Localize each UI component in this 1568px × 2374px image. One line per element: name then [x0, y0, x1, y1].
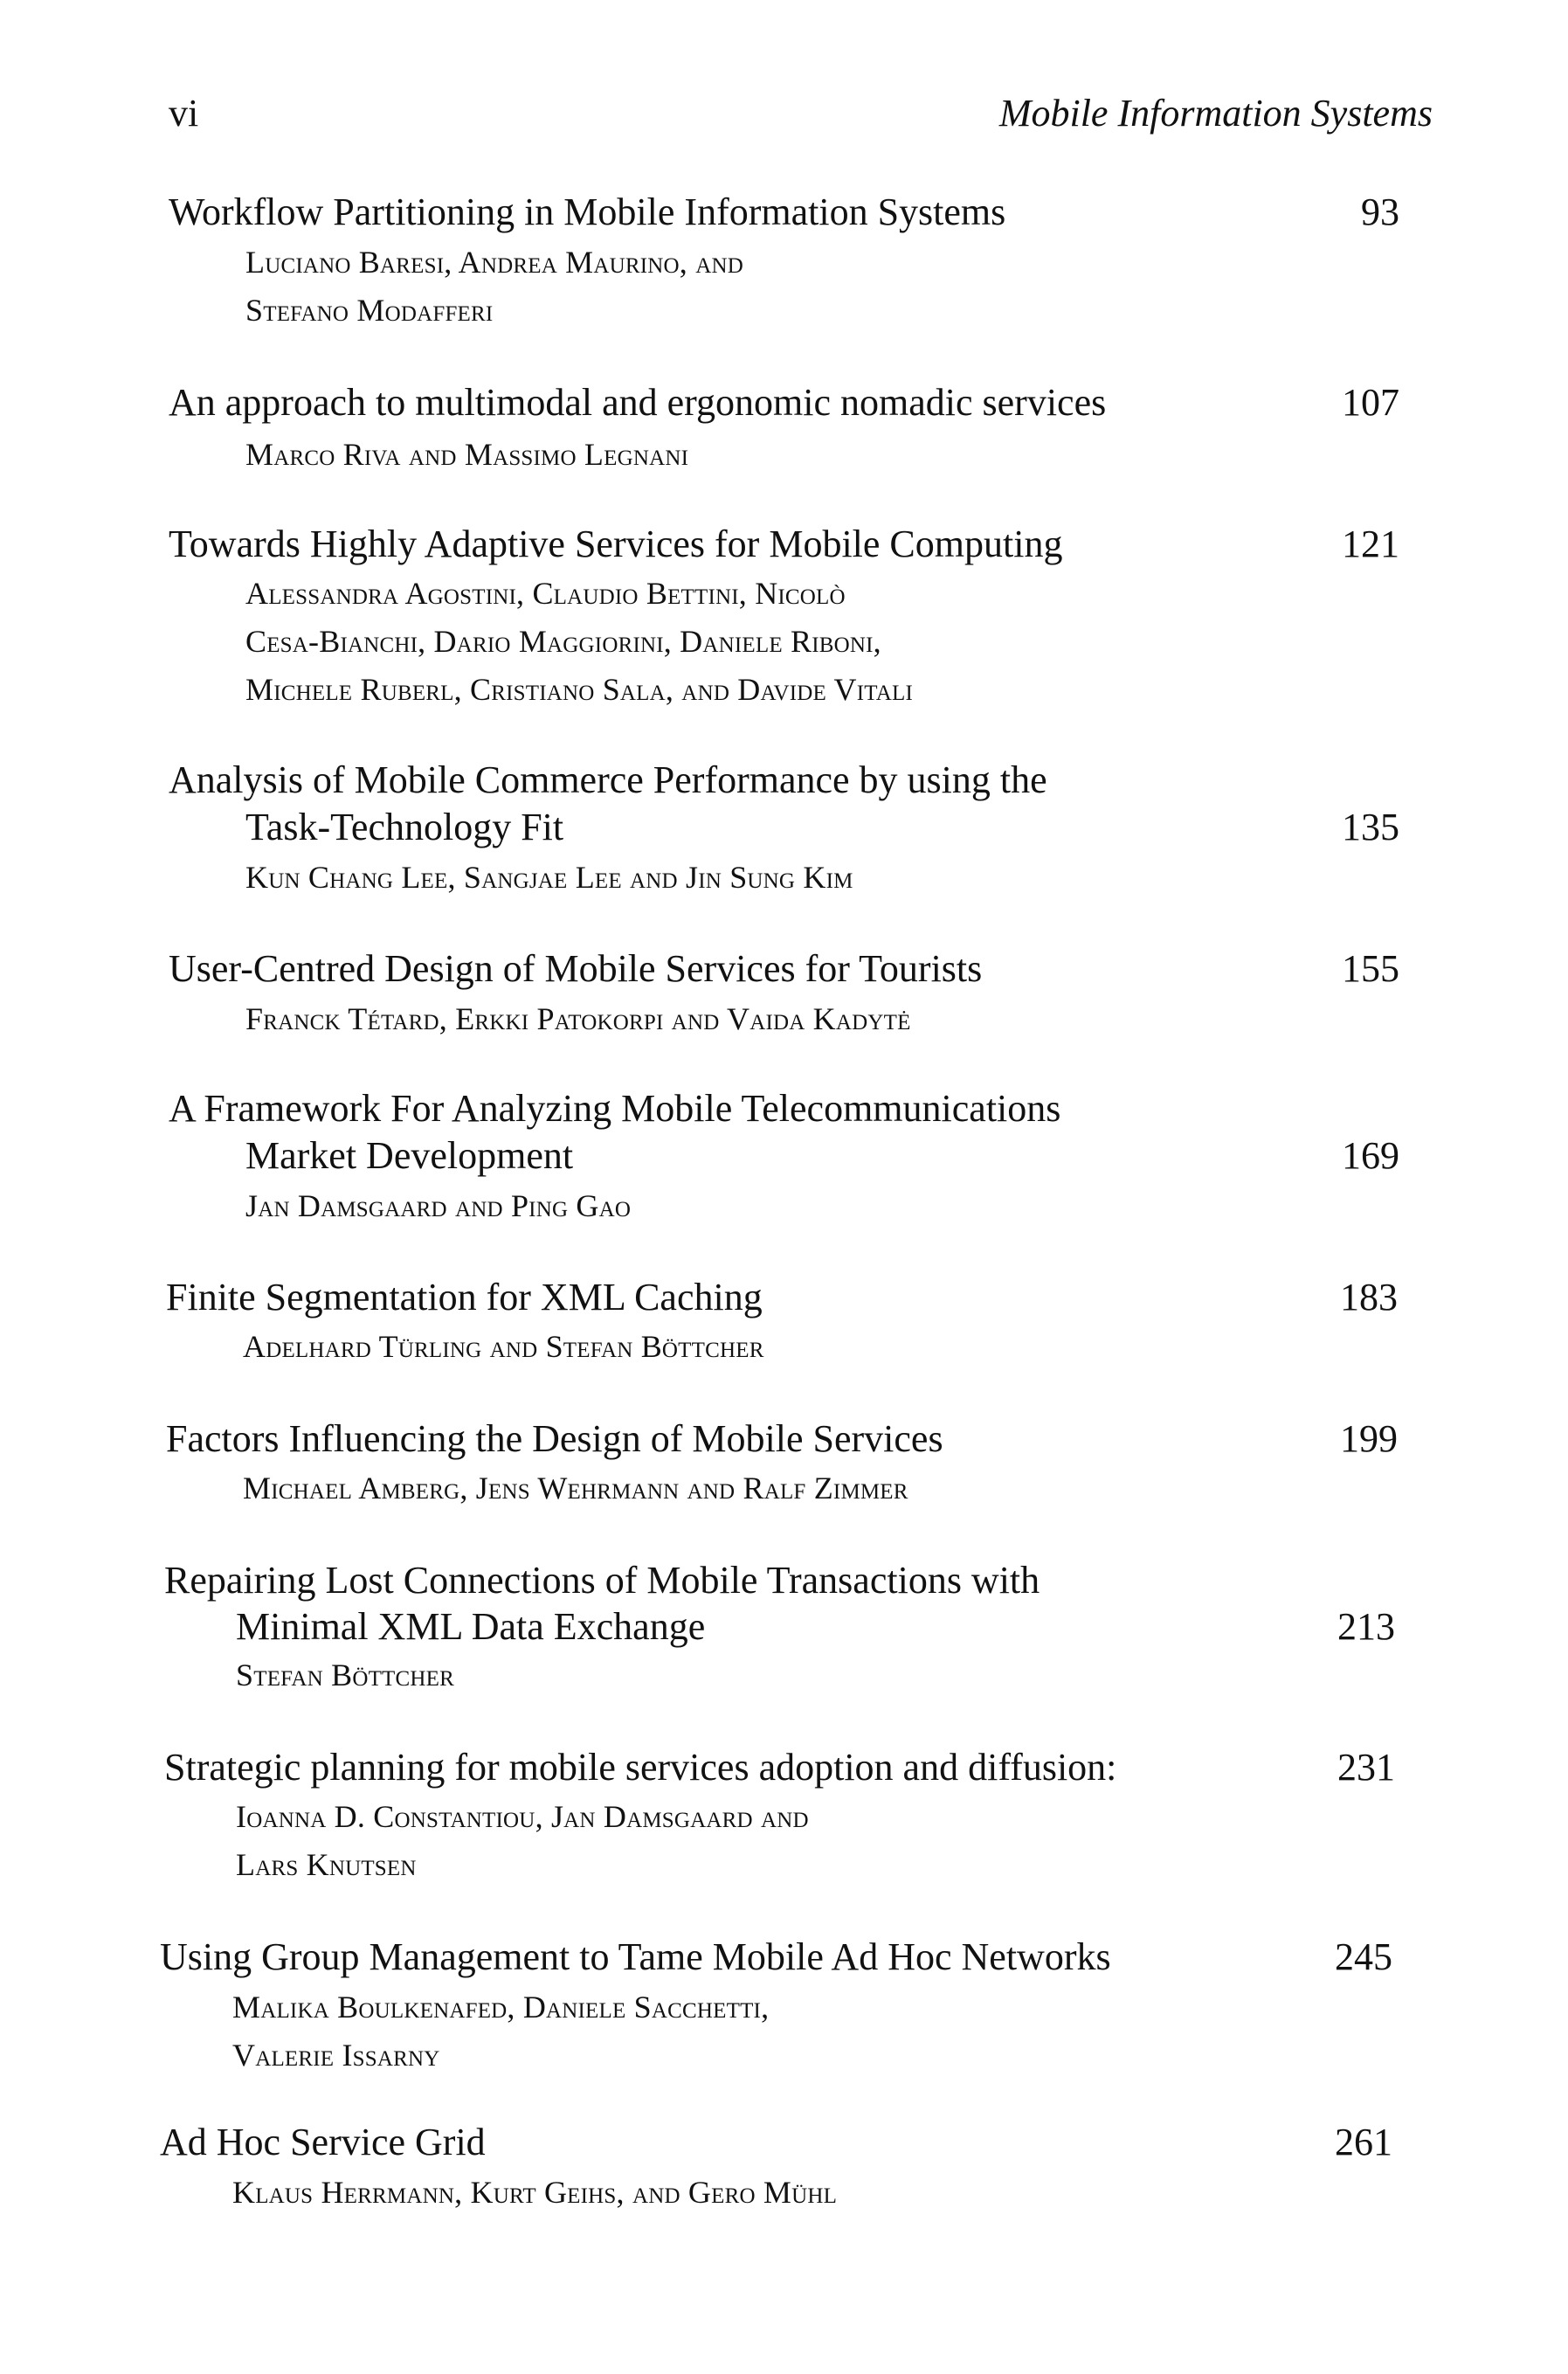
entry-page: 135	[1342, 806, 1399, 848]
entry-authors	[245, 995, 911, 1043]
entry-title-continuation: Minimal XML Data Exchange	[236, 1605, 706, 1648]
entry-page: 121	[1342, 523, 1399, 565]
entry-title: User-Centred Design of Mobile Services for Tourists	[169, 947, 983, 990]
entry-page: 107	[1342, 381, 1399, 424]
entry-authors	[243, 1323, 764, 1371]
entry-title: Finite Segmentation for XML Caching	[166, 1276, 763, 1319]
running-head: Mobile Information Systems	[998, 92, 1433, 135]
author-line: Stefano Modafferi	[245, 293, 494, 328]
entry-authors	[236, 1651, 454, 1699]
entry-page: 183	[1340, 1276, 1398, 1319]
entry-page: 199	[1340, 1417, 1398, 1460]
author-line: Cesa-Bianchi, Dario Maggiorini, Daniele Riboni,	[245, 624, 881, 659]
author-line: Franck Tétard, Erkki Patokorpi and Vaida Kadytė	[245, 1001, 911, 1036]
entry-authors	[245, 854, 853, 902]
author-line: Valerie Issarny	[232, 2038, 440, 2073]
entry-page: 231	[1337, 1746, 1395, 1789]
entry-page: 93	[1361, 190, 1399, 233]
author-line: Ioanna D. Constantiou, Jan Damsgaard and	[236, 1799, 809, 1834]
author-line: Jan Damsgaard and Ping Gao	[245, 1188, 632, 1223]
entry-authors	[232, 1983, 769, 2080]
entry-page: 261	[1335, 2121, 1392, 2163]
entry-authors	[243, 1464, 908, 1512]
entry-page: 169	[1342, 1134, 1399, 1177]
author-line: Marco Riva and Massimo Legnani	[245, 437, 689, 472]
entry-page: 245	[1335, 1935, 1392, 1978]
author-line: Luciano Baresi, Andrea Maurino, and	[245, 245, 743, 280]
author-line: Alessandra Agostini, Claudio Bettini, Nicolò	[245, 576, 846, 611]
author-line: Malika Boulkenafed, Daniele Sacchetti,	[232, 1990, 770, 2024]
author-line: Lars Knutsen	[236, 1847, 417, 1882]
entry-authors	[245, 1182, 631, 1230]
entry-title: Using Group Management to Tame Mobile Ad Hoc Networks	[160, 1935, 1111, 1978]
entry-title: Factors Influencing the Design of Mobile Services	[166, 1417, 943, 1460]
entry-title: A Framework For Analyzing Mobile Telecommunications	[169, 1087, 1061, 1130]
entry-authors	[236, 1793, 809, 1889]
entry-title: Ad Hoc Service Grid	[160, 2121, 486, 2163]
entry-authors	[245, 431, 688, 479]
author-line: Stefan Böttcher	[236, 1658, 455, 1692]
entry-title-continuation: Market Development	[245, 1134, 574, 1177]
entry-title: Analysis of Mobile Commerce Performance by using the	[169, 758, 1047, 801]
entry-authors	[245, 239, 743, 335]
entry-title-continuation: Task-Technology Fit	[245, 806, 564, 848]
author-line: Michael Amberg, Jens Wehrmann and Ralf Zimmer	[243, 1471, 908, 1505]
author-line: Michele Ruberl, Cristiano Sala, and Davide Vitali	[245, 672, 913, 707]
author-line: Klaus Herrmann, Kurt Geihs, and Gero Mühl	[232, 2175, 838, 2210]
entry-title: An approach to multimodal and ergonomic nomadic services	[169, 381, 1107, 424]
entry-page: 213	[1337, 1605, 1395, 1648]
author-line: Kun Chang Lee, Sangjae Lee and Jin Sung Kim	[245, 860, 853, 895]
page-number: vi	[169, 92, 199, 135]
entry-page: 155	[1342, 947, 1399, 990]
entry-title: Repairing Lost Connections of Mobile Transactions with	[164, 1559, 1040, 1602]
entry-title: Workflow Partitioning in Mobile Information Systems	[169, 190, 1006, 233]
author-line: Adelhard Türling and Stefan Böttcher	[243, 1329, 764, 1364]
entry-title: Strategic planning for mobile services adoption and diffusion:	[164, 1746, 1117, 1789]
entry-title: Towards Highly Adaptive Services for Mobile Computing	[169, 523, 1063, 565]
entry-authors	[232, 2169, 837, 2217]
entry-authors	[245, 570, 913, 714]
